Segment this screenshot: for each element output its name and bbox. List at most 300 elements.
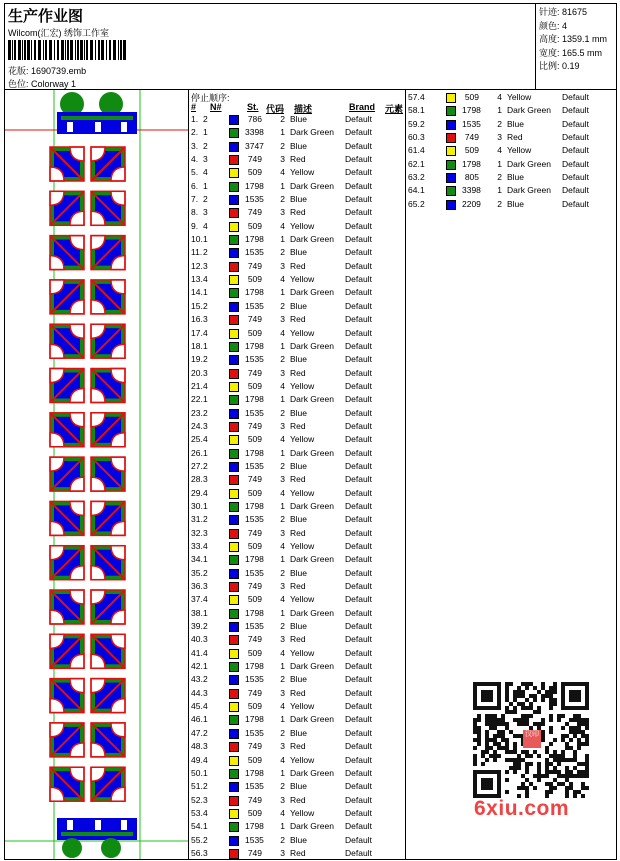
color-swatch <box>229 729 239 739</box>
thread-code: 1 <box>497 185 502 196</box>
thread-code: 1 <box>280 447 285 458</box>
thread-code: 1 <box>280 234 285 245</box>
color-swatch <box>229 475 239 485</box>
thread-description: Blue <box>290 407 308 418</box>
stop-number: 57. <box>408 92 420 102</box>
barcode-bar <box>34 40 36 60</box>
stop-row <box>189 433 405 446</box>
thread-brand: Default <box>345 140 372 151</box>
thread-code: 4 <box>497 145 502 156</box>
header-element-text: 元素 <box>385 104 404 114</box>
color-swatch <box>229 208 239 218</box>
thread-code: 1 <box>280 180 285 191</box>
thread-brand: Default <box>345 567 372 578</box>
stat-label: 针迹: <box>539 7 560 17</box>
needle-number: 3 <box>203 154 208 165</box>
thread-brand: Default <box>345 794 372 805</box>
needle-number: 3 <box>203 527 208 538</box>
thread-brand: Default <box>345 807 372 818</box>
stop-number: 12. <box>191 260 203 271</box>
stitch-count: 509 <box>247 701 262 712</box>
bottom-ornament <box>57 818 137 858</box>
barcode-bar <box>113 40 116 60</box>
stop-number: 54. <box>191 821 203 832</box>
color-swatch <box>229 275 239 285</box>
color-swatch <box>446 173 456 183</box>
thread-code: 1 <box>280 287 285 298</box>
stop-row <box>189 286 405 299</box>
thread-description: Blue <box>290 247 308 258</box>
stop-row <box>189 540 405 553</box>
stop-row <box>189 447 405 460</box>
stitch-count: 509 <box>464 92 479 102</box>
stop-number: 21. <box>191 380 203 391</box>
stop-number: 45. <box>191 701 203 712</box>
thread-brand: Default <box>345 647 372 658</box>
file-name: 1690739.emb <box>31 66 87 76</box>
color-swatch <box>229 649 239 659</box>
thread-code: 1 <box>280 661 285 672</box>
thread-description: Red <box>290 741 306 752</box>
barcode-bar <box>14 40 16 60</box>
stitch-count: 1798 <box>245 714 264 725</box>
thread-code: 1 <box>497 158 502 169</box>
needle-number: 3 <box>203 581 208 592</box>
embroidery-preview-image <box>5 90 189 859</box>
worksheet-frame <box>4 3 617 860</box>
stop-number: 50. <box>191 767 203 778</box>
thread-code: 2 <box>280 514 285 525</box>
stat-colors <box>539 20 607 34</box>
stop-number: 22. <box>191 394 203 405</box>
design-preview <box>5 90 189 859</box>
stitch-count: 2209 <box>462 198 481 209</box>
thread-description: Yellow <box>290 541 315 551</box>
stitch-count: 509 <box>247 274 262 285</box>
thread-brand: Default <box>345 661 372 672</box>
stitch-count: 749 <box>247 581 262 592</box>
needle-number: 4 <box>420 145 425 156</box>
stop-row <box>189 687 405 700</box>
stitch-count: 749 <box>247 154 262 165</box>
thread-code: 4 <box>280 274 285 285</box>
thread-code: 1 <box>280 340 285 351</box>
needle-number: 2 <box>203 247 208 258</box>
needle-number: 3 <box>203 420 208 431</box>
stop-number: 40. <box>191 634 203 645</box>
thread-description: Red <box>507 132 523 143</box>
stop-number: 51. <box>191 781 203 792</box>
thread-code: 1 <box>497 105 502 116</box>
needle-number: 1 <box>203 394 208 405</box>
stop-number: 55. <box>191 834 203 845</box>
motif-tile <box>50 147 84 181</box>
needle-number: 1 <box>203 287 208 298</box>
needle-number: 2 <box>203 834 208 845</box>
motif-tile <box>91 767 125 801</box>
thread-code: 2 <box>497 172 502 183</box>
color-swatch <box>229 782 239 792</box>
thread-brand: Default <box>345 527 372 538</box>
color-swatch <box>229 168 239 178</box>
stop-number: 44. <box>191 687 203 698</box>
stitch-count: 749 <box>247 367 262 378</box>
color-swatch <box>229 115 239 125</box>
stitch-count: 1798 <box>245 287 264 298</box>
color-swatch <box>229 329 239 339</box>
stitch-count: 1535 <box>245 727 264 738</box>
thread-description: Blue <box>290 621 308 632</box>
barcode-bar <box>43 40 44 60</box>
header-info <box>5 4 536 90</box>
motif-tile <box>50 590 84 624</box>
thread-brand: Default <box>345 367 372 378</box>
stop-number: 36. <box>191 581 203 592</box>
needle-number: 1 <box>420 185 425 196</box>
color-swatch <box>229 796 239 806</box>
stop-rows-2 <box>406 91 616 211</box>
stitch-count: 749 <box>247 207 262 218</box>
color-swatch <box>229 355 239 365</box>
stitch-count: 1535 <box>245 247 264 258</box>
header-num <box>191 102 196 113</box>
stop-number: 18. <box>191 340 203 351</box>
thread-description: Dark Green <box>290 607 334 618</box>
stop-row <box>189 647 405 660</box>
stitch-count: 509 <box>247 327 262 338</box>
stop-row <box>189 593 405 606</box>
thread-description: Red <box>290 260 306 271</box>
motif-tile <box>91 546 125 580</box>
thread-brand: Default <box>345 460 372 471</box>
stop-number: 47. <box>191 727 203 738</box>
top-ornament <box>57 92 137 134</box>
barcode-bar <box>31 40 32 60</box>
stitch-count: 749 <box>247 420 262 431</box>
thread-code: 4 <box>280 434 285 445</box>
thread-brand: Default <box>345 487 372 498</box>
color-swatch <box>229 542 239 552</box>
site-watermark: 6xiu.com <box>474 797 570 820</box>
stop-row <box>189 700 405 713</box>
needle-number: 2 <box>420 172 425 183</box>
stop-number: 4. <box>191 154 199 165</box>
thread-code: 4 <box>280 487 285 498</box>
stop-number: 5. <box>191 167 199 178</box>
thread-code: 2 <box>280 834 285 845</box>
thread-description: Red <box>290 367 306 378</box>
thread-code: 2 <box>280 194 285 205</box>
color-swatch <box>229 462 239 472</box>
stop-row <box>189 260 405 273</box>
stitch-count: 1535 <box>245 194 264 205</box>
stitch-count: 805 <box>464 172 479 183</box>
thread-brand: Default <box>345 394 372 405</box>
stop-number: 60. <box>408 132 420 143</box>
stitch-count: 1535 <box>245 354 264 365</box>
thread-description: Blue <box>507 198 525 209</box>
stitch-count: 1798 <box>245 607 264 618</box>
stitch-count: 1798 <box>245 767 264 778</box>
motif-tile <box>91 147 125 181</box>
stop-row <box>189 353 405 366</box>
thread-code: 2 <box>280 407 285 418</box>
thread-description: Yellow <box>290 807 315 818</box>
thread-code: 3 <box>280 474 285 485</box>
stitch-count: 509 <box>247 167 262 178</box>
thread-code: 3 <box>280 687 285 698</box>
stop-row <box>189 180 405 193</box>
thread-brand: Default <box>345 380 372 391</box>
stop-row <box>189 633 405 646</box>
thread-description: Blue <box>290 781 308 792</box>
stop-number: 15. <box>191 300 203 311</box>
stop-row <box>189 607 405 620</box>
stop-row <box>189 767 405 780</box>
stop-number: 13. <box>191 274 203 285</box>
stop-number: 33. <box>191 541 203 551</box>
thread-brand: Default <box>345 687 372 698</box>
barcode-bar <box>67 40 69 60</box>
thread-brand: Default <box>345 127 372 138</box>
needle-number: 3 <box>203 794 208 805</box>
barcode-bar <box>86 40 88 60</box>
motif-tile <box>91 501 125 535</box>
header-desc-text: 描述 <box>294 104 313 114</box>
color-swatch <box>229 395 239 405</box>
thread-brand: Default <box>345 594 372 605</box>
thread-description: Blue <box>290 300 308 311</box>
needle-number: 2 <box>203 354 208 365</box>
stop-row <box>189 834 405 847</box>
color-swatch <box>229 435 239 445</box>
stop-number: 24. <box>191 420 203 431</box>
color-swatch <box>229 222 239 232</box>
barcode-bar <box>75 40 76 60</box>
thread-description: Yellow <box>290 701 315 712</box>
barcode-bar <box>120 40 122 60</box>
colorway-name: Colorway 1 <box>31 79 77 89</box>
stitch-count: 1535 <box>245 514 264 525</box>
thread-description: Yellow <box>290 167 315 178</box>
stat-label: 宽度: <box>539 47 560 58</box>
barcode-bar <box>22 40 23 60</box>
stitch-count: 1535 <box>245 781 264 792</box>
thread-brand: Default <box>345 340 372 351</box>
stitch-count: 1798 <box>245 447 264 458</box>
header-desc <box>294 102 312 113</box>
thread-brand: Default <box>345 154 372 165</box>
thread-code: 1 <box>280 607 285 618</box>
thread-description: Yellow <box>507 92 532 102</box>
motif-tile <box>91 369 125 403</box>
design-stats <box>539 6 607 74</box>
thread-brand: Default <box>562 185 589 196</box>
needle-number: 2 <box>203 514 208 525</box>
stop-number: 29. <box>191 487 203 498</box>
thread-description: Blue <box>290 194 308 205</box>
thread-brand: Default <box>345 180 372 191</box>
stitch-count: 1798 <box>245 821 264 832</box>
thread-description: Yellow <box>290 434 315 445</box>
stitch-count: 749 <box>247 741 262 752</box>
motif-tile <box>91 457 125 491</box>
thread-code: 1 <box>280 394 285 405</box>
color-swatch <box>229 315 239 325</box>
needle-number: 3 <box>203 634 208 645</box>
colorway-line <box>8 77 76 90</box>
stop-row <box>189 153 405 166</box>
stop-row <box>189 407 405 420</box>
colorway-label: 色位: <box>8 79 29 89</box>
thread-description: Dark Green <box>507 158 551 169</box>
stop-number: 35. <box>191 567 203 578</box>
stop-number: 30. <box>191 500 203 511</box>
stop-number: 8. <box>191 207 199 218</box>
thread-description: Red <box>290 154 306 165</box>
color-swatch <box>229 702 239 712</box>
thread-code: 3 <box>280 154 285 165</box>
header-st <box>247 102 259 113</box>
thread-code: 3 <box>280 634 285 645</box>
stitch-count: 1535 <box>245 460 264 471</box>
stop-row <box>189 367 405 380</box>
thread-code: 1 <box>280 554 285 565</box>
color-swatch <box>229 662 239 672</box>
thread-brand: Default <box>345 741 372 752</box>
stop-number: 7. <box>191 194 199 205</box>
thread-description: Dark Green <box>290 180 334 191</box>
thread-description: Yellow <box>290 380 315 391</box>
stop-row <box>406 144 616 157</box>
qr-finder <box>473 682 501 710</box>
thread-code: 3 <box>280 794 285 805</box>
needle-number: 2 <box>203 194 208 205</box>
thread-brand: Default <box>345 300 372 311</box>
thread-description: Yellow <box>290 274 315 285</box>
stitch-count: 3747 <box>245 140 264 151</box>
thread-description: Yellow <box>290 487 315 498</box>
header-needle <box>210 102 222 113</box>
thread-code: 4 <box>280 594 285 605</box>
thread-brand: Default <box>562 158 589 169</box>
stop-row <box>189 193 405 206</box>
color-swatch <box>229 235 239 245</box>
needle-number: 1 <box>203 340 208 351</box>
color-swatch <box>446 186 456 196</box>
thread-code: 1 <box>280 127 285 138</box>
stop-number: 61. <box>408 145 420 156</box>
thread-brand: Default <box>345 114 372 124</box>
stitch-count: 509 <box>247 807 262 818</box>
thread-code: 4 <box>280 327 285 338</box>
needle-number: 3 <box>203 687 208 698</box>
stitch-count: 1798 <box>245 500 264 511</box>
needle-number: 2 <box>203 674 208 685</box>
needle-number: 1 <box>203 180 208 191</box>
color-swatch <box>229 689 239 699</box>
thread-code: 1 <box>280 767 285 778</box>
stitch-count: 1798 <box>462 158 481 169</box>
stitch-count: 749 <box>247 794 262 805</box>
barcode-bar <box>49 40 52 60</box>
stat-scale <box>539 60 607 74</box>
motif-tile <box>91 280 125 314</box>
stitch-count: 509 <box>247 754 262 765</box>
thread-description: Dark Green <box>290 714 334 725</box>
barcode-bar <box>57 40 59 60</box>
thread-brand: Default <box>345 847 372 858</box>
motif-tile <box>91 324 125 358</box>
stop-row <box>406 198 616 211</box>
stop-number: 58. <box>408 105 420 116</box>
stop-number: 53. <box>191 807 203 818</box>
color-swatch <box>229 302 239 312</box>
barcode-bar <box>54 40 55 60</box>
stop-number: 34. <box>191 554 203 565</box>
stop-row <box>189 420 405 433</box>
color-swatch <box>229 489 239 499</box>
thread-brand: Default <box>345 327 372 338</box>
thread-description: Dark Green <box>290 287 334 298</box>
stop-number: 20. <box>191 367 203 378</box>
stop-row <box>189 487 405 500</box>
thread-description: Yellow <box>290 327 315 338</box>
color-swatch <box>229 836 239 846</box>
stitch-count: 1535 <box>462 118 481 129</box>
stop-number: 19. <box>191 354 203 365</box>
thread-description: Dark Green <box>290 821 334 832</box>
motif-tile <box>50 501 84 535</box>
stop-row <box>189 847 405 860</box>
thread-description: Dark Green <box>507 105 551 116</box>
stop-row <box>189 313 405 326</box>
barcode-bar <box>27 40 30 60</box>
needle-number: 2 <box>203 140 208 151</box>
stop-number: 23. <box>191 407 203 418</box>
motif-tile <box>91 634 125 668</box>
thread-code: 4 <box>280 167 285 178</box>
stop-number: 37. <box>191 594 203 605</box>
thread-brand: Default <box>345 194 372 205</box>
motif-tile <box>50 191 84 225</box>
stitch-count: 1798 <box>245 661 264 672</box>
thread-code: 2 <box>280 781 285 792</box>
stitch-count: 1535 <box>245 300 264 311</box>
thread-brand: Default <box>345 354 372 365</box>
thread-description: Red <box>290 687 306 698</box>
thread-code: 4 <box>280 647 285 658</box>
thread-brand: Default <box>345 674 372 685</box>
barcode-bar <box>80 40 83 60</box>
barcode-bar <box>12 40 13 60</box>
thread-description: Blue <box>290 834 308 845</box>
needle-number: 3 <box>203 367 208 378</box>
needle-number: 3 <box>203 847 208 858</box>
stat-label: 比例: <box>539 61 560 71</box>
header-needle-text: N# <box>210 102 222 112</box>
needle-number: 1 <box>203 767 208 778</box>
worksheet-header <box>5 4 616 90</box>
color-swatch <box>229 569 239 579</box>
thread-brand: Default <box>345 727 372 738</box>
stat-value: 0.19 <box>562 61 580 71</box>
needle-number: 1 <box>203 447 208 458</box>
color-swatch <box>446 160 456 170</box>
thread-description: Dark Green <box>290 661 334 672</box>
thread-brand: Default <box>345 821 372 832</box>
color-swatch <box>446 200 456 210</box>
